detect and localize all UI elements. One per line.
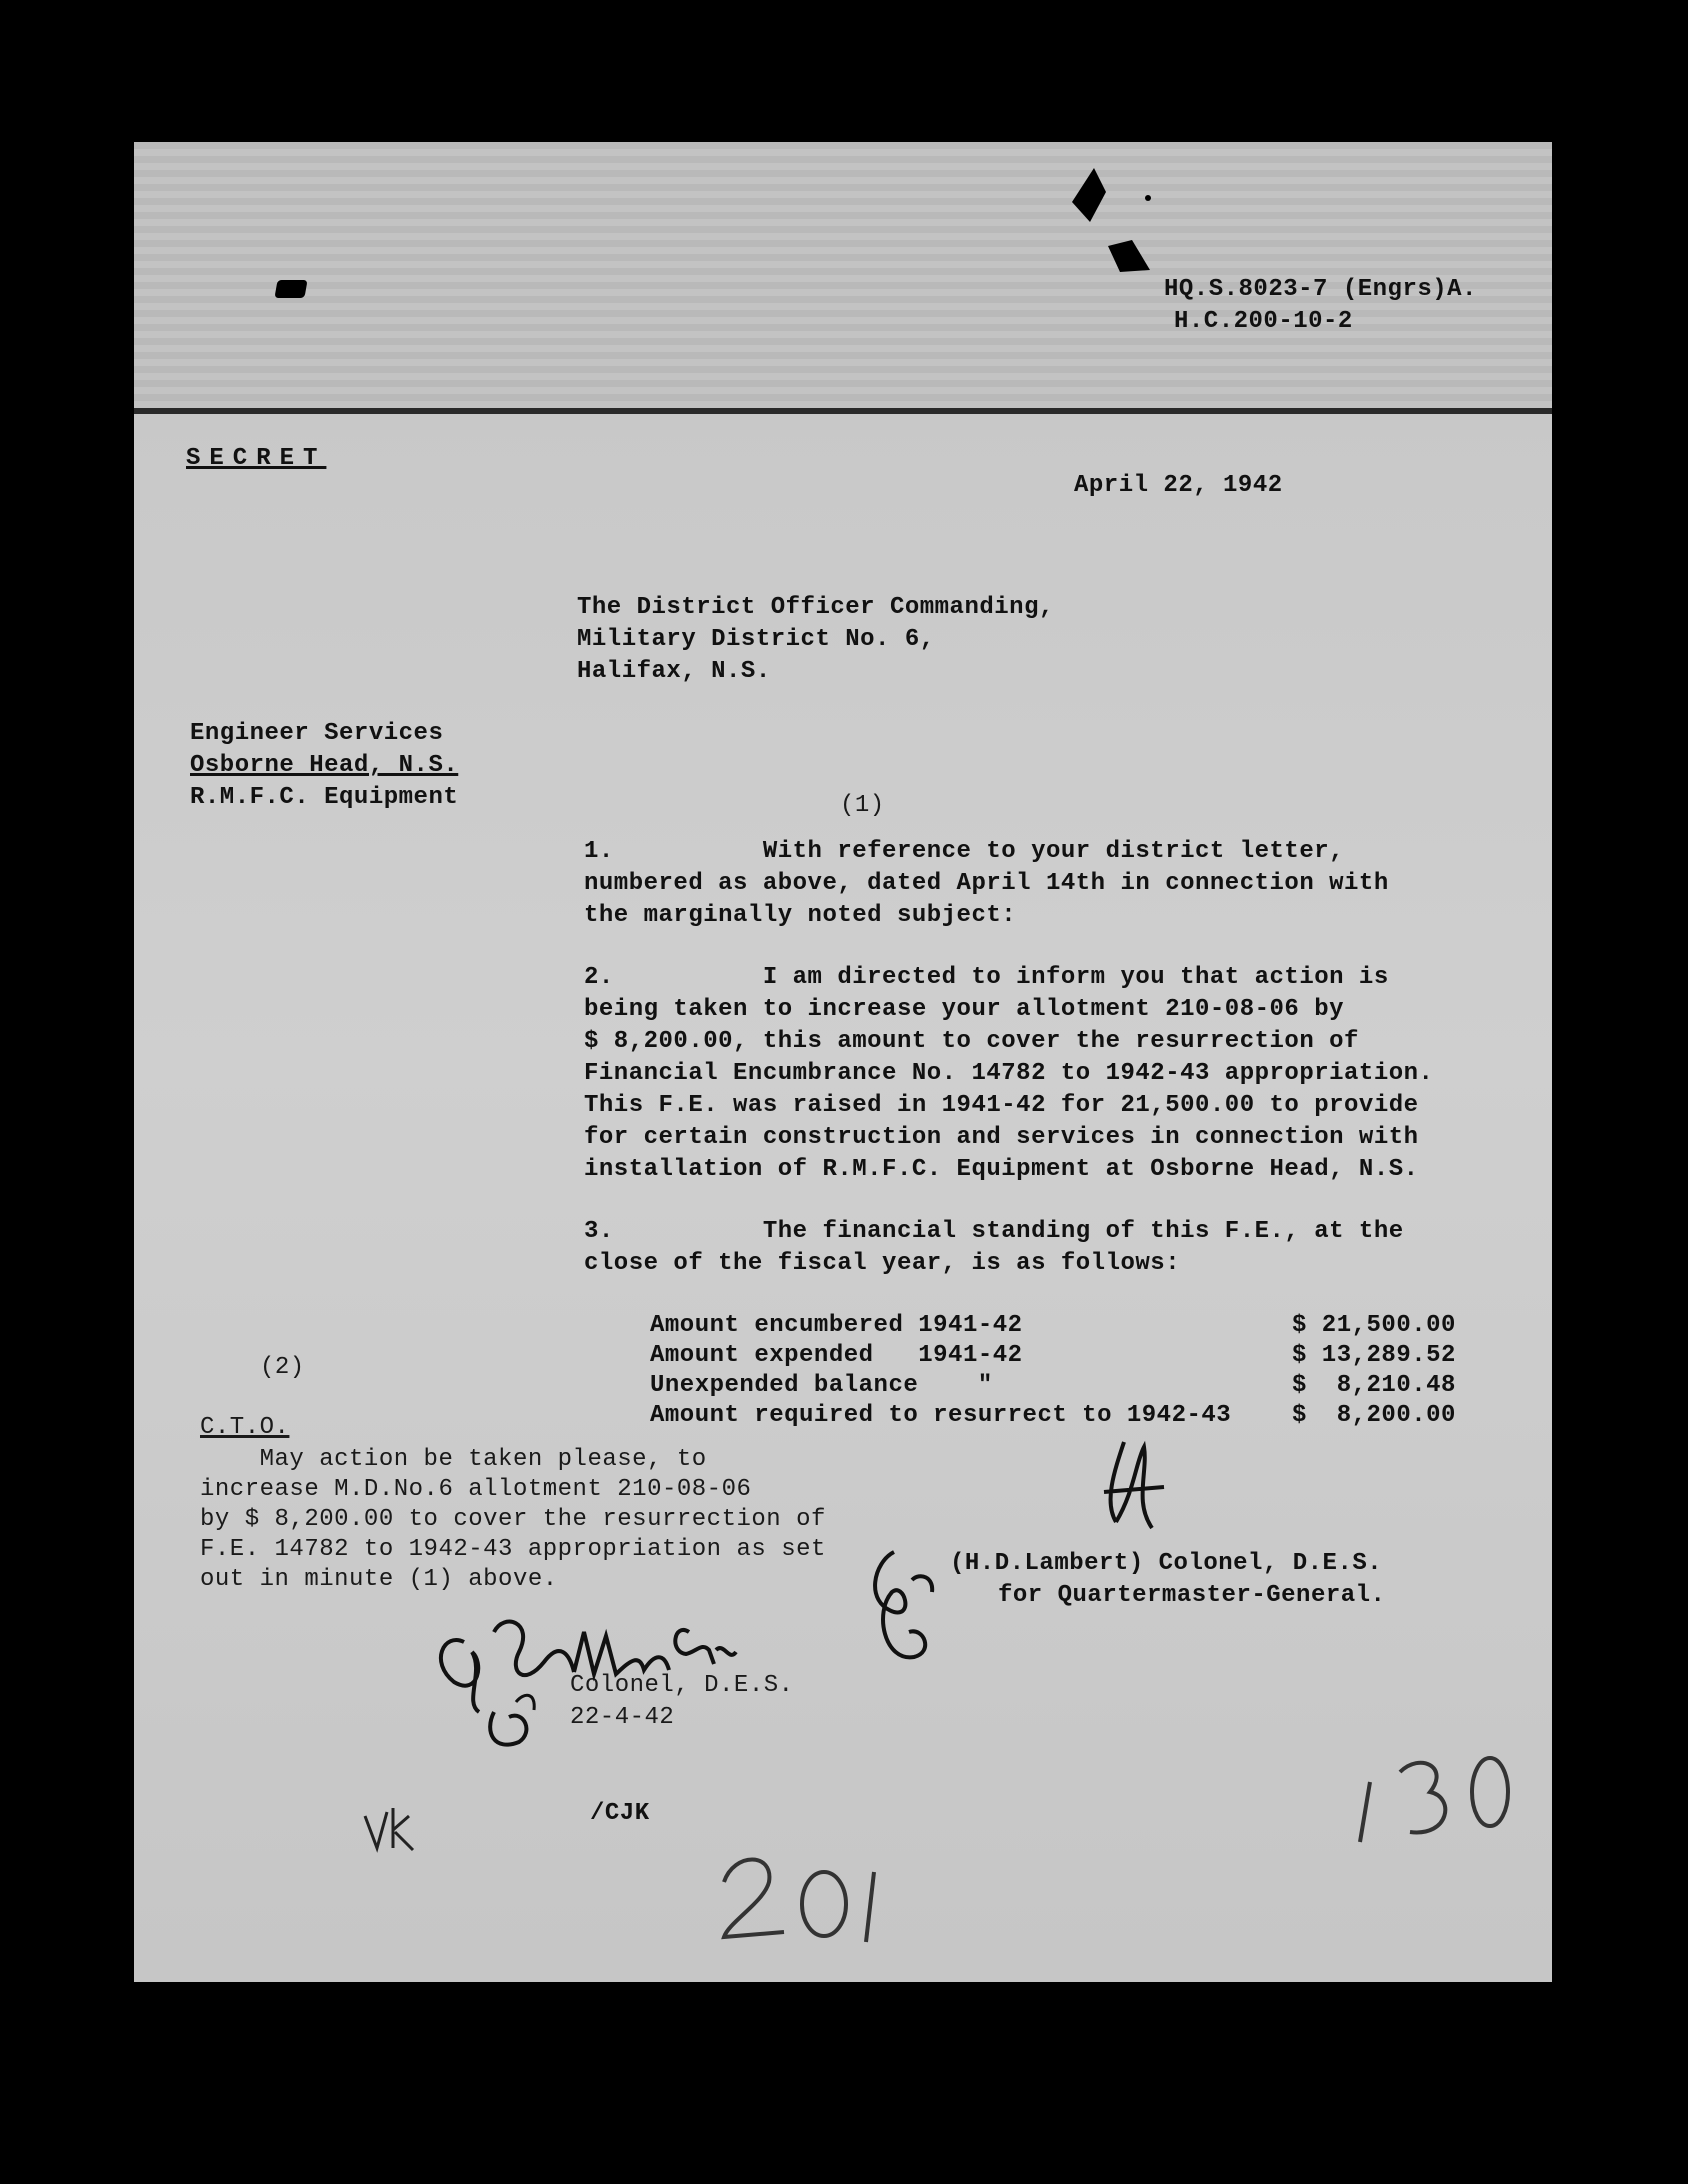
paragraph-line: close of the fiscal year, is as follows: bbox=[584, 1250, 1181, 1277]
subject-line: Engineer Services bbox=[190, 720, 444, 747]
handwritten-signature-millward bbox=[424, 1592, 764, 1762]
paragraph-line: for certain construction and services in connection with bbox=[584, 1124, 1419, 1151]
paragraph-line: numbered as above, dated April 14th in connection with bbox=[584, 870, 1389, 897]
header-rule bbox=[134, 408, 1552, 414]
minute-line: by $ 8,200.00 to cover the resurrection of bbox=[200, 1506, 826, 1533]
minute-line: F.E. 14782 to 1942-43 appropriation as set bbox=[200, 1536, 826, 1563]
table-row-label: Amount required to resurrect to 1942-43 bbox=[650, 1402, 1232, 1429]
paragraph-line: 3. The financial standing of this F.E., at the bbox=[584, 1218, 1404, 1245]
file-reference-1: HQ.S.8023-7 (Engrs)A. bbox=[1164, 276, 1477, 303]
addressee-line: The District Officer Commanding, bbox=[577, 594, 1054, 621]
table-row-amount: $ 8,200.00 bbox=[1292, 1402, 1456, 1429]
document-page bbox=[134, 142, 1552, 1982]
minute-2-date: 22-4-42 bbox=[570, 1704, 675, 1731]
addressee-line: Military District No. 6, bbox=[577, 626, 935, 653]
paragraph-line: being taken to increase your allotment 210-08-06 by bbox=[584, 996, 1345, 1023]
subject-line: R.M.F.C. Equipment bbox=[190, 784, 459, 811]
handwritten-folio-number bbox=[1350, 1742, 1530, 1852]
paragraph-line: Financial Encumbrance No. 14782 to 1942-43 appropriation. bbox=[584, 1060, 1434, 1087]
file-reference-2: H.C.200-10-2 bbox=[1174, 308, 1353, 335]
typist-initials: /CJK bbox=[590, 1800, 650, 1827]
handwritten-page-number bbox=[714, 1842, 914, 1952]
paragraph-line: installation of R.M.F.C. Equipment at Osborne Head, N.S. bbox=[584, 1156, 1419, 1183]
minute-1-label: (1) bbox=[840, 792, 885, 819]
torn-mark-top bbox=[1054, 152, 1174, 282]
letter-date: April 22, 1942 bbox=[1074, 472, 1283, 499]
paragraph-line: the marginally noted subject: bbox=[584, 902, 1017, 929]
paragraph-line: This F.E. was raised in 1941-42 for 21,500.00 to provide bbox=[584, 1092, 1419, 1119]
table-row-amount: $ 8,210.48 bbox=[1292, 1372, 1456, 1399]
table-row-label: Unexpended balance " bbox=[650, 1372, 993, 1399]
minute-2-label: (2) bbox=[260, 1354, 305, 1381]
table-row-amount: $ 21,500.00 bbox=[1292, 1312, 1456, 1339]
handwritten-initial-mark-2 bbox=[854, 1532, 944, 1682]
paragraph-line: 1. With reference to your district letter, bbox=[584, 838, 1345, 865]
table-row-label: Amount encumbered 1941-42 bbox=[650, 1312, 1023, 1339]
table-row-label: Amount expended 1941-42 bbox=[650, 1342, 1023, 1369]
subject-line: Osborne Head, N.S. bbox=[190, 752, 459, 779]
signature-line: for Quartermaster-General. bbox=[998, 1582, 1386, 1609]
minute-line: increase M.D.No.6 allotment 210-08-06 bbox=[200, 1476, 752, 1503]
addressee-line: Halifax, N.S. bbox=[577, 658, 771, 685]
ink-blot-left bbox=[274, 280, 307, 298]
signature-line: (H.D.Lambert) Colonel, D.E.S. bbox=[950, 1550, 1383, 1577]
handwritten-initial-mark bbox=[1094, 1432, 1174, 1542]
minute-line: May action be taken please, to bbox=[200, 1446, 707, 1473]
classification-label: SECRET bbox=[186, 445, 327, 472]
table-row-amount: $ 13,289.52 bbox=[1292, 1342, 1456, 1369]
cto-heading: C.T.O. bbox=[200, 1414, 290, 1441]
minute-line: out in minute (1) above. bbox=[200, 1566, 558, 1593]
paragraph-line: 2. I am directed to inform you that action is bbox=[584, 964, 1389, 991]
handwritten-initials-left bbox=[359, 1802, 429, 1862]
paragraph-line: $ 8,200.00, this amount to cover the resurrection of bbox=[584, 1028, 1359, 1055]
minute-2-rank: Colonel, D.E.S. bbox=[570, 1672, 794, 1699]
